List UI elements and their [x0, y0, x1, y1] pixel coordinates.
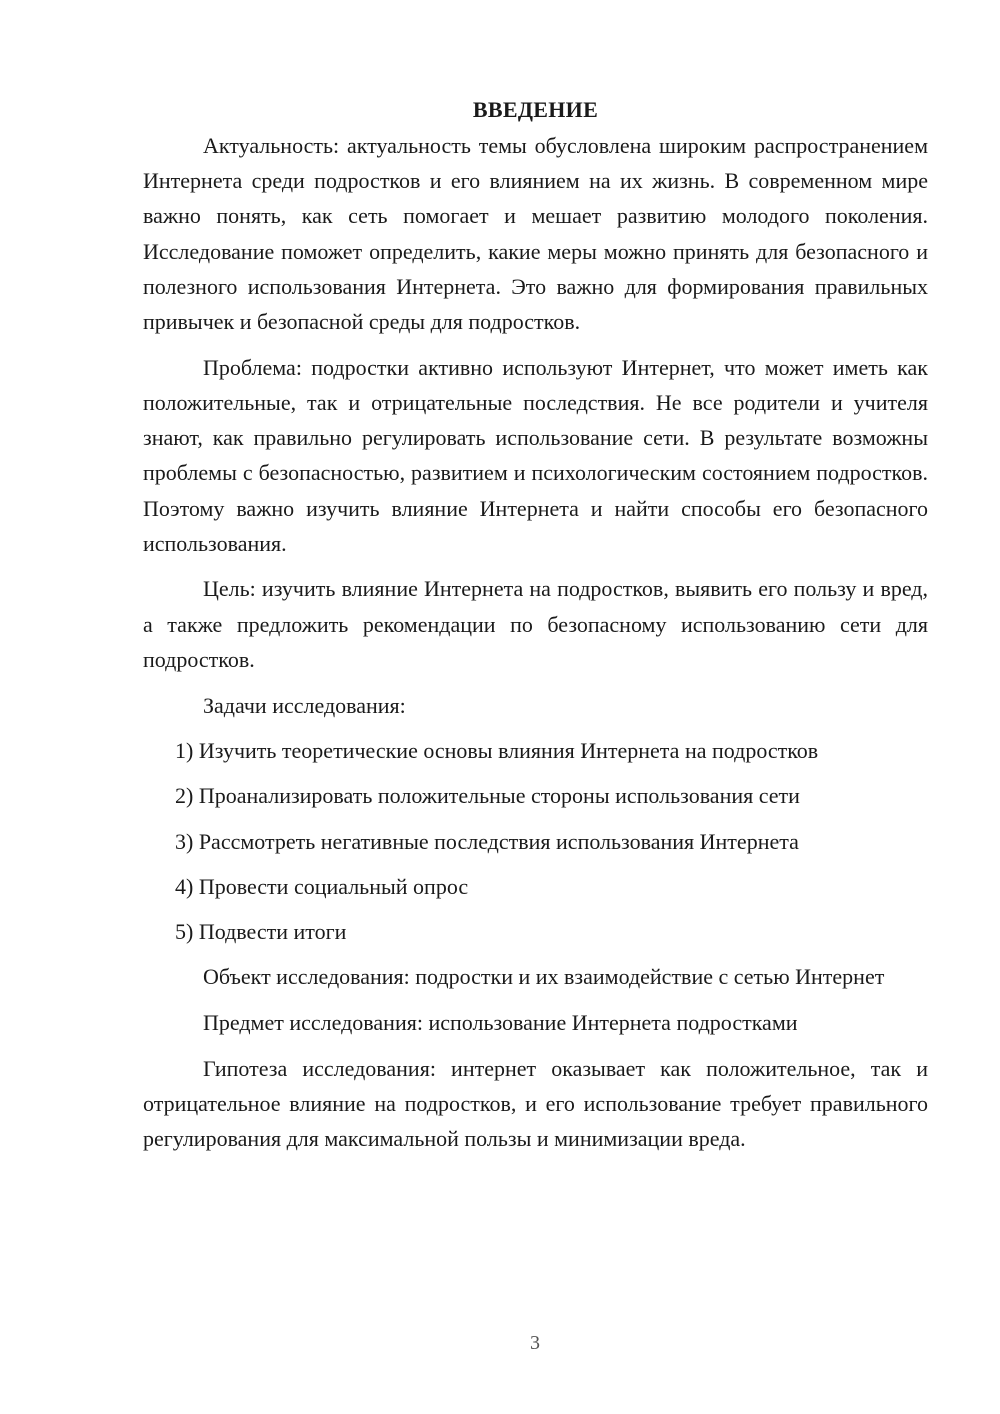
object-paragraph: Объект исследования: подростки и их взаимодействие с сетью Интернет: [203, 964, 885, 990]
task-item-1: 1) Изучить теоретические основы влияния Интернета на подростков: [175, 738, 819, 764]
tasks-label: Задачи исследования:: [203, 692, 406, 718]
task-item-3: 3) Рассмотреть негативные последствия использования Интернета: [175, 828, 799, 854]
relevance-paragraph: Актуальность: актуальность темы обусловлена широким распространением Интернета среди подростков и его влиянием на их жизнь. В современном мире важно понять, как сеть помогает и мешает развитию молодого поколения. Исследование поможет определить, какие меры можно принять для безопасного и полезного использования Интернета. Это важно для формирования правильных привычек и безопасной среды для подростков.: [143, 133, 928, 335]
task-item-2: 2) Проанализировать положительные стороны использования сети: [175, 783, 800, 809]
hypothesis-paragraph: Гипотеза исследования: интернет оказывает как положительное, так и отрицательное влияние на подростков, и его использование требует правильного регулирования для максимальной пользы и минимизации вреда.: [143, 1055, 928, 1152]
page-title: ВВЕДЕНИЕ: [472, 97, 599, 122]
goal-paragraph: Цель: изучить влияние Интернета на подростков, выявить его пользу и вред, а также предложить рекомендации по безопасному использованию сети для подростков.: [143, 576, 928, 672]
subject-paragraph: Предмет исследования: использование Интернета подростками: [203, 1009, 798, 1035]
page-number: 3: [530, 1332, 540, 1354]
document-page: [143, 92, 928, 1167]
tasks-list: [143, 733, 928, 949]
task-item-4: 4) Провести социальный опрос: [175, 873, 469, 899]
problem-paragraph: Проблема: подростки активно используют Интернет, что может иметь как положительные, так и отрицательные последствия. Не все родители и учителя знают, как правильно регулировать использование сети. В результате возможны проблемы с безопасностью, развитием и психологическим состоянием подростков. Поэтому важно изучить влияние Интернета и найти способы его безопасного использования.: [143, 354, 928, 556]
task-item-5: 5) Подвести итоги: [175, 919, 347, 945]
